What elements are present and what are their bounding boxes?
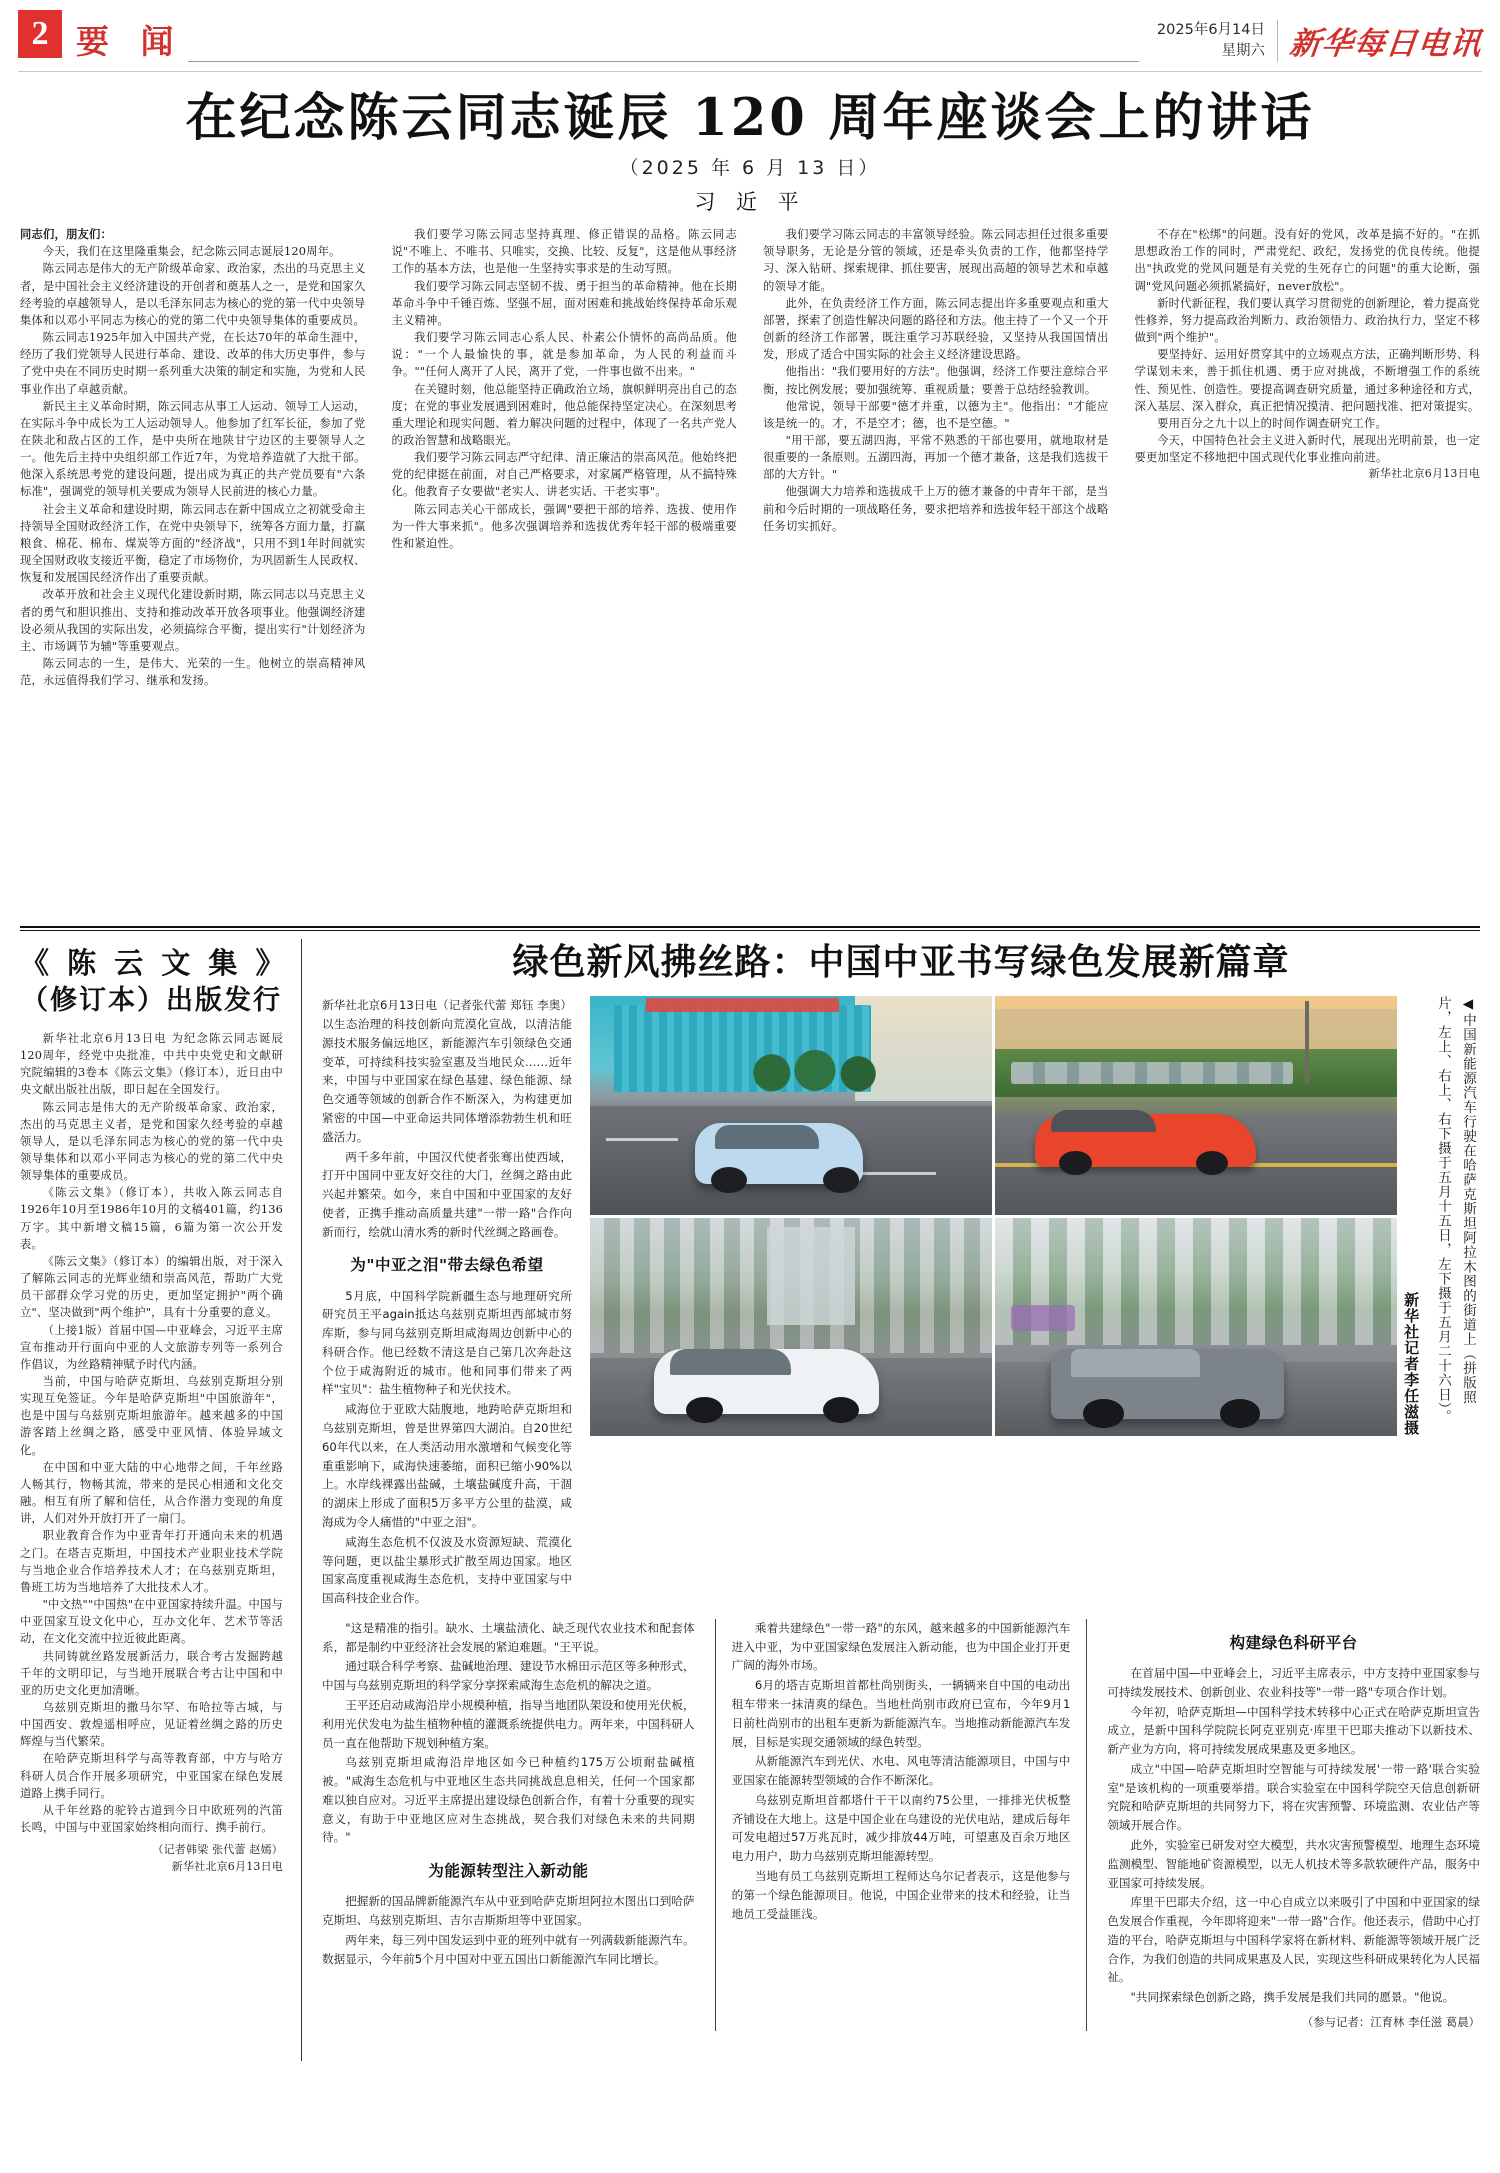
masthead-rule <box>188 61 1139 62</box>
paragraph: 新民主主义革命时期，陈云同志从事工人运动、领导工人运动，在实际斗争中成长为工人运动领导人。他参加了红军长征，参加了党在陕北和敌占区的工作，是中央所在地陕甘宁边区的主要领导人之一。他先后主持中央组织部工作近7年，为党培养造就了大批干部。他深入系统思考党的建设问题，提出成为真正的共产党员要有"六条标准"，强调党的领导机关要成为领导人民前进的核心力量。 <box>20 399 366 499</box>
paragraph: 从千年丝路的驼铃古道到今日中欧班列的汽笛长鸣，中国与中亚国家始终相向而行、携手前行。 <box>20 1803 283 1835</box>
paragraph: "用干部，要五湖四海，平常不熟悉的干部也要用，就地取材是很重要的一条原则。五湖四海，再加一个德才兼备，这是我们选拔干部的大方针。" <box>763 433 1109 482</box>
wheel <box>1059 1151 1091 1175</box>
wheel <box>823 1167 859 1193</box>
book-signature-reporters: （记者韩梁 张代蕾 赵嫣） <box>152 1843 283 1857</box>
green-article-bottom-columns <box>322 1619 1480 2032</box>
paragraph: 咸海位于亚欧大陆腹地，地跨哈萨克斯坦和乌兹别克斯坦，曾是世界第四大湖泊。自20世纪60年代以来，在人类活动用水激增和气候变化等重重影响下，咸海快速萎缩，面积已缩小90%以上。水岸线裸露出盐碱，土壤盐碱度升高，干涸的湖床上形成了面积5万多平方公里的盐漠，咸海成为令人痛惜的"中亚之泪"。 <box>322 1402 572 1529</box>
masthead-baseline <box>18 71 1482 72</box>
lead-column-2 <box>392 226 738 916</box>
paragraph: 陈云同志的一生，是伟大、光荣的一生。他树立的崇高精神风范，永远值得我们学习、继承和发扬。 <box>20 657 366 688</box>
lead-subtitle: （2025 年 6 月 13 日） <box>619 157 881 180</box>
green-article-headline: 绿色新风拂丝路：中国中亚书写绿色发展新篇章 <box>512 941 1290 984</box>
photo-block <box>590 996 1480 1436</box>
paragraph: 《陈云文集》（修订本）的编辑出版，对于深入了解陈云同志的光辉业绩和崇高风范，帮助广大党员干部群众学习党的历史，更加坚定拥护"两个确立"、坚决做到"两个维护"，具有十分重要的意义。 <box>20 1254 283 1320</box>
paragraph: 今年初，哈萨克斯坦—中国科学技术转移中心正式在哈萨克斯坦宣告成立，是新中国科学院院长阿克亚别克·库里干巴耶夫推动下以新技术、新产业为方向，将可持续发展成果惠及更多地区。 <box>1107 1704 1480 1757</box>
photo-top-left-blue-suv <box>590 996 992 1215</box>
lead-article-columns <box>0 226 1500 916</box>
paragraph: 职业教育合作为中亚青年打开通向未来的机遇之门。在塔吉克斯坦，中国技术产业职业技术学院与当地企业合作培养技术人才；在乌兹别克斯坦，鲁班工坊为当地培养了大批技术人才。 <box>20 1529 283 1594</box>
paragraph: 我们要学习陈云同志心系人民、朴素公仆情怀的高尚品质。他说："一个人最愉快的事，就是参加革命，为人民的利益而斗争。""任何人离开了人民，离开了党，一件事也做不出来。" <box>391 331 737 379</box>
apartment-block <box>767 1227 855 1325</box>
paragraph: 在中国和中亚大陆的中心地带之间，千年丝路人畅其行，物畅其流，带来的是民心相通和文化交融。相互有所了解和信任，从合作潜力变现的角度讲，人们对外开放打开了一扇门。 <box>20 1460 283 1526</box>
green-article-lead-column <box>322 996 572 1609</box>
paragraph: 他常说，领导干部要"德才并重，以德为主"。他指出："才能应该是统一的。才，不是空才；德，也不是空德。" <box>763 399 1109 430</box>
lead-col3-body <box>763 226 1109 535</box>
lane-marking <box>606 1138 678 1141</box>
book-article-body <box>20 1030 283 1875</box>
paragraph: 成立"中国—哈萨克斯坦时空智能与可持续发展'一带一路'联合实验室"是该机构的一项重要举措。联合实验室在中国科学院空天信息创新研究院和哈萨克斯坦的共同努力下，将在灾害预警、环境监测、农业估产等领域开展合作。 <box>1107 1761 1480 1833</box>
paragraph: 陈云同志关心干部成长，强调"要把干部的培养、选拔、使用作为一件大事来抓"。他多次强调培养和选拔优秀年轻干部的极端重要性和紧迫性。 <box>391 502 737 550</box>
section-divider-thick <box>20 926 1480 928</box>
photo-top-right-red-car <box>995 996 1397 1215</box>
paragraph: 我们要学习陈云同志坚韧不拔、勇于担当的革命精神。他在长期革命斗争中千锤百炼、坚强不屈，面对困难和挑战始终保持革命乐观主义精神。 <box>391 279 737 327</box>
paragraph: 从新能源汽车到光伏、水电、风电等清洁能源项目，中国与中亚国家在能源转型领域的合作不断深化。 <box>731 1754 1071 1788</box>
book-article-signature <box>20 1842 283 1875</box>
lead-salutation: 同志们，朋友们： <box>20 227 112 242</box>
photo-collage <box>590 996 1397 1436</box>
lane-marking <box>855 1172 935 1175</box>
green-bottom-column-1 <box>322 1619 695 2032</box>
paragraph: 当地有员工乌兹别克斯坦工程师达乌尔记者表示，这是他参与的第一个绿色能源项目。他说，中国企业带来的技术和经验，让当地员工受益匪浅。 <box>731 1869 1071 1921</box>
paragraph: 改革开放和社会主义现代化建设新时期，陈云同志以马克思主义者的勇气和胆识推出、支持和推动改革开放各项事业。他强调经济建设必须从我国的实际出发，必须搞综合平衡，提出实行"计划经济为主、市场调节为辅"等重要观点。 <box>20 588 366 653</box>
paragraph: 陈云同志是伟大的无产阶级革命家、政治家，杰出的马克思主义者，是中国社会主义经济建设的开创者和奠基人之一，是党和国家久经考验的卓越领导人，是以毛泽东同志为核心的党的第一代中央领导集体和以邓小平同志为核心的党的第二代中央领导集体的重要成员。 <box>20 262 366 327</box>
paragraph: 在首届中国—中亚峰会上，习近平主席表示，中方支持中亚国家参与可持续发展技术、创新创业、农业科技等"一带一路"专项合作计划。 <box>1107 1665 1480 1699</box>
lead-col1-body <box>20 226 366 689</box>
wheel <box>1083 1399 1123 1427</box>
utility-pole <box>1305 1001 1309 1084</box>
lead-column-4 <box>1135 226 1481 916</box>
masthead <box>0 0 1500 72</box>
paragraph: 要坚持好、运用好贯穿其中的立场观点方法，正确判断形势、科学谋划未来，善于抓住机遇、勇于应对挑战，不断增强工作的系统性、预见性、创造性。要提高调查研究质量，通过多种途径和方式，深入基层、深入群众，真正把情况摸清、把问题找准、把对策提实。 <box>1134 348 1480 413</box>
lead-column-3 <box>763 226 1109 916</box>
lower-region <box>0 931 1500 2061</box>
photo-caption: ◀中国新能源汽车行驶在哈萨克斯坦阿拉木图的街道上（拼版照片，左上、右上、右下摄于五月十五日，左下摄于五月二十六日）。 <box>1435 996 1476 1425</box>
book-article-headline <box>20 945 289 1018</box>
paragraph: 新华社北京6月13日电 为纪念陈云同志诞辰120周年，经党中央批准，中共中央党史和文献研究院编辑的3卷本《陈云文集》（修订本），近日由中央文献出版社出版，即日起在全国发行。 <box>20 1031 283 1097</box>
date-block <box>1157 20 1278 62</box>
paragraph: 两年来，每三列中国发运到中亚的班列中就有一列满载新能源汽车。数据显示，今年前5个月中国对中亚五国出口新能源汽车同比增长。 <box>322 1932 695 1966</box>
paragraph: 陈云同志1925年加入中国共产党，在长达70年的革命生涯中，经历了我们党领导人民进行革命、建设、改革的伟大历史事件，参与了党中央在不同历史时期一系列重大决策的制定和实施，为党和人民事业作出了卓越贡献。 <box>20 331 366 396</box>
hillside <box>995 1009 1397 1053</box>
section-number-badge: 2 <box>18 10 62 58</box>
tree-row <box>743 1044 888 1092</box>
paragraph: "中文热""中国热"在中亚国家持续升温。中国与中亚国家互设文化中心，互办文化年、艺术节等活动，在文化交流中拉近彼此距离。 <box>20 1598 283 1646</box>
green-bottom-column-2 <box>715 1619 1088 2032</box>
car-window <box>1051 1110 1156 1132</box>
photo-credit: 新华社记者李任滋摄 <box>1402 1292 1421 1437</box>
paragraph: 今天，我们在这里隆重集会，纪念陈云同志诞辰120周年。 <box>42 245 341 259</box>
paragraph: "这是精准的指引。缺水、土壤盐渍化、缺乏现代农业技术和配套体系，都是制约中亚经济社会发展的紧迫难题。"王平说。 <box>322 1620 695 1654</box>
photo-bottom-left-white-suv <box>590 1218 992 1437</box>
paragraph: 我们要学习陈云同志坚持真理、修正错误的品格。陈云同志说"不唯上、不唯书、只唯实，交换、比较、反复"，这是他从事经济工作的基本方法，也是他一生坚持实事求是的生动写照。 <box>391 228 737 276</box>
paragraph: 5月底，中国科学院新疆生态与地理研究所研究员王平again抵达乌兹别克斯坦西部城市努库斯，参与同乌兹别克斯坦咸海周边创新中心的科研合作。他已经数不清这是自己第几次奔赴这个位于咸海附近的城市。他和同事们带来了两样"宝贝"：盐生植物种子和光伏技术。 <box>322 1288 572 1397</box>
paragraph: 我们要学习陈云同志严守纪律、清正廉洁的崇高风范。他始终把党的纪律挺在前面，对自己严格要求，对家属严格管理，从不搞特殊化。他教育子女要做"老实人、讲老实话、干老实事"。 <box>391 451 737 499</box>
paragraph: 要用百分之九十以上的时间作调查研究工作。 <box>1157 416 1388 430</box>
paragraph: 乌兹别克斯坦首都塔什干干以南约75公里，一排排光伏板整齐铺设在大地上。这是中国企业在乌建设的光伏电站，建成后每年可发电超过57万兆瓦时，减少排放44万吨，可望惠及百余万地区电力用户，助力乌兹别克斯坦能源转型。 <box>731 1792 1071 1864</box>
wheel <box>711 1167 747 1193</box>
green-article <box>322 939 1480 2061</box>
paragraph: 咸海生态危机不仅波及水资源短缺、荒漠化等问题，更以盐尘暴形式扩散至周边国家。地区国家高度重视咸海生态危机，支持中亚国家与中国高科技企业合作。 <box>322 1534 572 1606</box>
paragraph: 在哈萨克斯坦科学与高等教育部，中方与哈方科研人员合作开展多项研究，中亚国家在绿色发展道路上携手同行。 <box>20 1752 283 1800</box>
lead-col2-body <box>392 226 738 552</box>
red-roof-band <box>646 998 839 1011</box>
paragraph: 《陈云文集》（修订本），共收入陈云同志自1926年10月至1986年10月的文稿401篇，约136万字。其中新增文稿15篇，6篇为第一次公开发表。 <box>20 1186 283 1251</box>
paragraph: 陈云同志是伟大的无产阶级革命家、政治家，杰出的马克思主义者，是党和国家久经考验的卓越领导人，是以毛泽东同志为核心的党的第一代中央领导集体和以邓小平同志为核心的党的第二代中央领导集体的重要成员。 <box>20 1100 283 1183</box>
paragraph: 他指出："我们要用好的方法"。他强调，经济工作要注意综合平衡，按比例发展；要加强统筹、重视质量；要善于总结经验教训。 <box>763 365 1109 396</box>
green-article-top <box>322 996 1480 1609</box>
paragraph: 库里干巴耶夫介绍，这一中心自成立以来吸引了中国和中亚国家的绿色发展合作重视，今年即将迎来"一带一路"合作。他还表示，借助中心打造的平台，哈萨克斯坦与中国科学家将在新材料、新能源等领域开展广泛合作，为我们创造的共同成果惠及人民，实现这些科研成果转化为人民福祉。 <box>1107 1895 1480 1985</box>
paragraph: 乌兹别克斯坦的撒马尔罕、布哈拉等古城，与中国西安、敦煌遥相呼应，见证着丝绸之路的历史辉煌与当代繁荣。 <box>20 1700 283 1749</box>
publication-date: 2025年6月14日 <box>1156 22 1265 38</box>
paragraph: 他强调大力培养和选拔成千上万的德才兼备的中青年干部，是当前和今后时期的一项战略任务，要求把培养和选拔年轻干部这个战略任务切实抓好。 <box>763 485 1109 533</box>
car-window <box>1071 1349 1200 1377</box>
parked-cars-row <box>1011 1062 1292 1084</box>
green-dateline-paragraph: 新华社北京6月13日电（记者张代蕾 郑钰 李奥）以生态治理的科技创新向荒漠化宣战，以清洁能源技术服务偏远地区，新能源汽车引领绿色交通变革，可持续科技实验室惠及当地民众……近年来，中国与中亚国家在绿色基建、绿色能源、绿色交通等领域的创新合作不断深入，为构建更加紧密的中国—中亚命运共同体增添勃勃生机和旺盛活力。 <box>322 998 572 1144</box>
paragraph: 今天，中国特色社会主义进入新时代，展现出光明前景，也一定要更加坚定不移地把中国式现代化事业推向前进。 <box>1134 433 1480 465</box>
green-bottom-column-3 <box>1107 1619 1480 2032</box>
book-signature-agency: 新华社北京6月13日电 <box>171 1859 283 1873</box>
paragraph: 王平还启动咸海沿岸小规模种植，指导当地团队架设和使用光伏板，利用光伏发电为盐生植物种植的灌溉系统提供电力。两年来，中国科研人员一直在他帮助下规划种植方案。 <box>322 1697 695 1750</box>
wheel <box>1220 1399 1260 1427</box>
page-title: 在纪念陈云同志诞辰 120 周年座谈会上的讲话 <box>185 88 1315 148</box>
lead-byline: 习 近 平 <box>694 190 806 215</box>
paragraph: 此外，在负责经济工作方面，陈云同志提出许多重要观点和重大部署，探索了创造性解决问题的路径和方法。他主持了一个又一个开创新的经济工作部署，既注重学习苏联经验，又坚持从我国国情出发，形成了适合中国实际的社会主义经济建设思路。 <box>763 296 1109 362</box>
paper-logo: 新华每日电讯 <box>1287 26 1484 62</box>
book-article <box>20 939 302 2061</box>
paragraph: 我们要学习陈云同志的丰富领导经验。陈云同志担任过很多重要领导职务，无论是分管的领域，还是牵头负责的工作，他都坚持学习、深入钻研、探索规律、抓住要害，展现出高超的领导艺术和卓越的领导才能。 <box>763 228 1109 293</box>
purple-signboard <box>1011 1305 1075 1331</box>
paragraph: 乌兹别克斯坦咸海沿岸地区如今已种植约175万公顷耐盐碱植被。"咸海生态危机与中亚地区生态共同挑战息息相关，任何一个国家都难以独自应对。习近平主席提出建设绿色创新合作，有着十分重要的现实意义，有助于中亚地区应对生态挑战，契合我们对绿色未来的共同期待。" <box>322 1755 695 1845</box>
car-window <box>670 1349 791 1375</box>
photo-bottom-right-grey-suv <box>995 1218 1397 1437</box>
publication-weekday: 星期六 <box>1221 43 1265 60</box>
book-headline-line1: 《 陈 云 文 集 》 <box>20 946 289 981</box>
paragraph: 新时代新征程，我们要认真学习贯彻党的创新理论，着力提高党性修养，努力提高政治判断力、政治领悟力、政治执行力，坚定不移做到"两个维护"。 <box>1134 296 1480 345</box>
paragraph: 把握新的国品牌新能源汽车从中亚到哈萨克斯坦阿拉木图出口到哈萨克斯坦、乌兹别克斯坦、吉尔吉斯斯坦等中亚国家。 <box>322 1894 695 1928</box>
car-window <box>715 1125 820 1149</box>
paragraph: 乘着共建绿色"一带一路"的东风，越来越多的中国新能源汽车进入中亚，为中亚国家绿色发展注入新动能，也为中国企业打开更广阔的海外市场。 <box>731 1620 1071 1673</box>
paragraph: 当前，中国与哈萨克斯坦、乌兹别克斯坦分别实现互免签证。今年是哈萨克斯坦"中国旅游年"，也是中国与乌兹别克斯坦旅游年。越来越多的中国游客踏上丝绸之路，感受中亚风情、体验异域文化。 <box>20 1375 283 1457</box>
green-article-signature: （参与记者：江育林 李任滋 葛晨） <box>1301 2015 1480 2030</box>
section-name: 要 闻 <box>76 22 184 61</box>
paragraph: 通过联合科学考察、盐碱地治理、建设节水棉田示范区等多种形式，中国与乌兹别克斯坦的科学家分享探索咸海生态危机的解决之道。 <box>322 1659 695 1693</box>
green-subhead-3: 构建绿色科研平台 <box>1229 1633 1358 1652</box>
paragraph: "共同探索绿色创新之路，携手发展是我们共同的愿景。"他说。 <box>1130 1990 1455 2005</box>
paragraph: 6月的塔吉克斯坦首都杜尚别街头，一辆辆来自中国的电动出租车带来一抹清爽的绿色。当地杜尚别市政府已宣布，今年9月1日前杜尚别市的出租车更新为新能源汽车。当地推动新能源汽车发展，目标是实现交通领域的绿色转型。 <box>731 1678 1071 1749</box>
lead-col4-body <box>1135 226 1481 483</box>
paragraph: （上接1版）首届中国—中亚峰会，习近平主席宣布推动开行面向中亚的人文旅游专列等一系列合作倡议，为丝路精神赋予时代内涵。 <box>20 1323 283 1371</box>
lead-article-signature: 新华社北京6月13日电 <box>1368 467 1480 481</box>
paragraph: 两千多年前，中国汉代使者张骞出使西域，打开中国同中亚友好交往的大门，丝绸之路由此兴起并繁荣。如今，来自中国和中亚国家的友好使者，正携手推动高质量共建"一带一路"合作向新而行，绘就山清水秀的新时代丝绸之路画卷。 <box>322 1149 572 1239</box>
book-headline-line2: （修订本）出版发行 <box>21 984 282 1016</box>
paragraph: 不存在"松绑"的问题。没有好的党风，改革是搞不好的。"在抓思想政治工作的同时，严肃党纪、政纪，发扬党的优良传统。他提出"执政党的党风问题是有关党的生死存亡的问题"的重大论断，强调"党风问题必须抓紧搞好，never放松"。 <box>1134 228 1480 293</box>
paragraph: 共同铸就丝路发展新活力，联合考古发掘跨越千年的文明印记，与当地开展联合考古让中国和中亚的历史文化更加清晰。 <box>20 1649 283 1697</box>
green-subhead-1: 为"中亚之泪"带去绿色希望 <box>350 1256 544 1275</box>
lead-column-1 <box>20 226 366 916</box>
paragraph: 社会主义革命和建设时期，陈云同志在新中国成立之初就受命主持领导全国财政经济工作，在党中央领导下，统筹各方面力量，打赢粮食、棉花、棉布、煤炭等方面的"经济战"，只用不到1年时间就实现全国财政收支接近平衡，稳定了市场物价，为巩固新生人民政权、恢复和发展国民经济作出了重要贡献。 <box>20 502 366 585</box>
wheel <box>686 1397 722 1423</box>
paragraph: 在关键时刻，他总能坚持正确政治立场，旗帜鲜明亮出自己的态度；在党的事业发展遇到困难时，他总能保持坚定决心。在深刻思考重大理论和现实问题、着力解决问题的过程中，体现了一名共产党人的政治智慧和战略眼光。 <box>391 382 737 447</box>
paragraph: 此外，实验室已研发对空大模型，共水灾害预警模型、地理生态环境监测模型、智能地矿资源模型，以无人机技术等多款软硬件产品，服务中亚国家可持续发展。 <box>1107 1837 1480 1890</box>
green-subhead-2: 为能源转型注入新动能 <box>428 1862 589 1881</box>
